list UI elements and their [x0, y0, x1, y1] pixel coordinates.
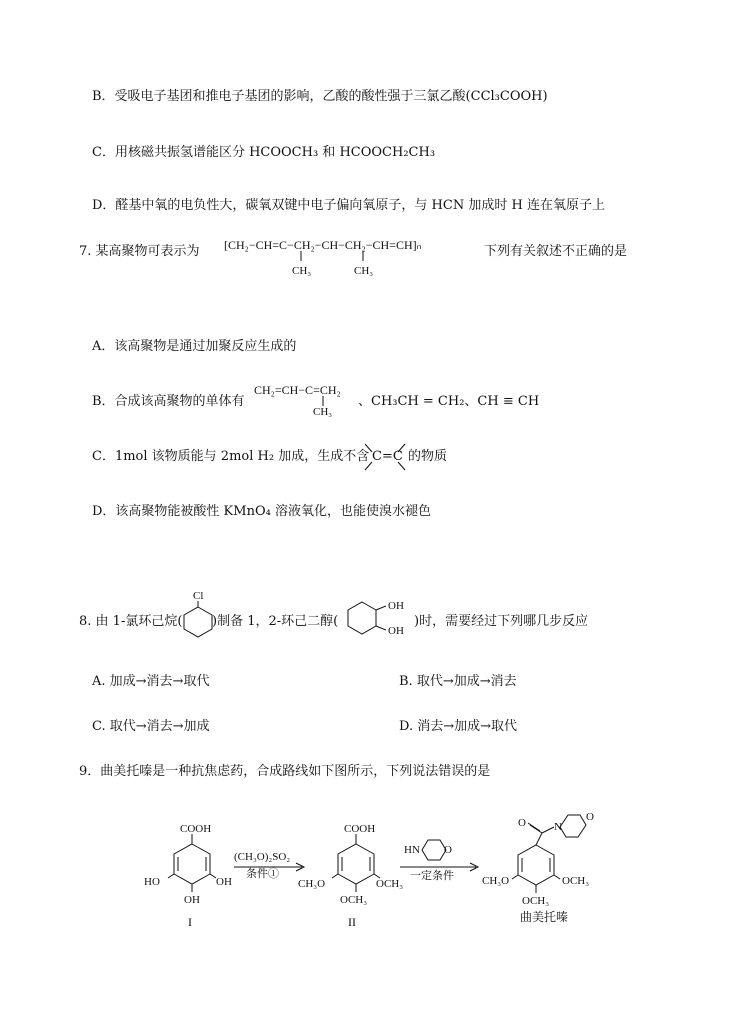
hydroxyl-label-2: OH	[388, 625, 404, 637]
morpholine-o: O	[444, 844, 452, 856]
q8-stem-part1: 8. 由 1-氯环己烷(	[79, 614, 183, 629]
q9-stem: 9．曲美托嗪是一种抗焦虑药，合成路线如下图所示，下列说法错误的是	[79, 764, 491, 779]
reagent-dimethyl-sulfate: (CH₃O)₂SO₂	[234, 851, 291, 863]
morpholine-n: HN	[404, 844, 420, 856]
compound-i-cooh: COOH	[180, 823, 212, 835]
compound-i-oh-right: OH	[216, 876, 232, 888]
monomer-methyl: CH₃	[313, 406, 333, 418]
trimetozine-ring-o: O	[586, 811, 594, 823]
hydroxyl-label-1: OH	[388, 600, 404, 612]
compound-ii-label: II	[348, 915, 356, 929]
q8-option-a: A. 加成→消去→取代	[92, 674, 210, 689]
monomer-isoprene: CH₂=CH−C=CH₂	[254, 383, 341, 397]
double-bond-group: C=C	[372, 449, 403, 464]
q6-option-c: C．用核磁共振氢谱能区分 HCOOCH₃ 和 HCOOCH₂CH₃	[92, 145, 436, 160]
compound-ii-cooh: COOH	[344, 823, 376, 835]
q8-option-b: B. 取代→加成→消去	[399, 674, 517, 689]
compound-i-structure	[140, 818, 250, 933]
q7-stem-prefix: 7. 某高聚物可表示为	[79, 244, 200, 259]
q7-stem-suffix: 下列有关叙述不正确的是	[484, 244, 628, 259]
compound-ii-methoxy-bottom: OCH₃	[340, 894, 368, 906]
compound-i-ho-left: HO	[144, 876, 160, 888]
trimetozine-methoxy-left: CH₃O	[482, 875, 510, 887]
q7-option-b-prefix: B．合成该高聚物的单体有	[92, 394, 245, 409]
polymer-methyl-1: CH₃	[292, 265, 312, 277]
polymer-methyl-2: CH₃	[354, 265, 374, 277]
q6-option-d: D．醛基中氧的电负性大，碳氧双键中电子偏向氧原子，与 HCN 加成时 H 连在氧原子上	[92, 198, 605, 213]
q7-polymer-formula	[224, 237, 484, 283]
cyclohexanediol-structure	[344, 598, 414, 642]
q8-option-c: C. 取代→消去→加成	[92, 719, 210, 734]
compound-i-oh-bottom: OH	[184, 894, 200, 906]
compound-ii-methoxy-left: CH₃O	[298, 878, 326, 890]
condition-2: 一定条件	[410, 870, 454, 882]
compound-ii-methoxy-right: OCH₃	[376, 878, 404, 890]
q7-option-c-suffix: 的物质	[408, 449, 448, 464]
q8-option-d: D. 消去→加成→取代	[399, 719, 518, 734]
q8-stem-part2: )制备 1，2-环己二醇(	[212, 614, 339, 629]
chlorine-label: Cl	[193, 590, 204, 602]
trimetozine-methoxy-right: OCH₃	[562, 875, 590, 887]
q7-option-a: A．该高聚物是通过加聚反应生成的	[92, 339, 297, 354]
q8-stem-part3: )时，需要经过下列哪几步反应	[414, 614, 589, 629]
trimetozine-n: N	[554, 821, 562, 833]
trimetozine-label: 曲美托嗪	[520, 910, 569, 924]
q6-option-b: B．受吸电子基团和推电子基团的影响，乙酸的酸性强于三氯乙酸(CCl₃COOH)	[92, 89, 548, 104]
polymer-main-chain: [CH₂−CH=C−CH₂−CH−CH₂−CH=CH]ₙ	[224, 238, 422, 252]
compound-i-label: I	[188, 915, 192, 929]
q7-option-b-suffix: 、CH₃CH = CH₂、CH ≡ CH	[358, 394, 540, 409]
compound-ii-structure	[298, 818, 408, 933]
q7-option-c-prefix: C．1mol 该物质能与 2mol H₂ 加成，生成不含	[92, 449, 370, 464]
morpholine-reagent	[400, 834, 480, 864]
condition-1: 条件①	[246, 868, 279, 880]
trimetozine-methoxy-bottom: OCH₃	[522, 895, 550, 907]
trimetozine-structure	[480, 805, 620, 935]
trimetozine-carbonyl-o: O	[518, 817, 526, 829]
q7-option-d: D．该高聚物能被酸性 KMnO₄ 溶液氧化，也能使溴水褪色	[92, 504, 431, 519]
